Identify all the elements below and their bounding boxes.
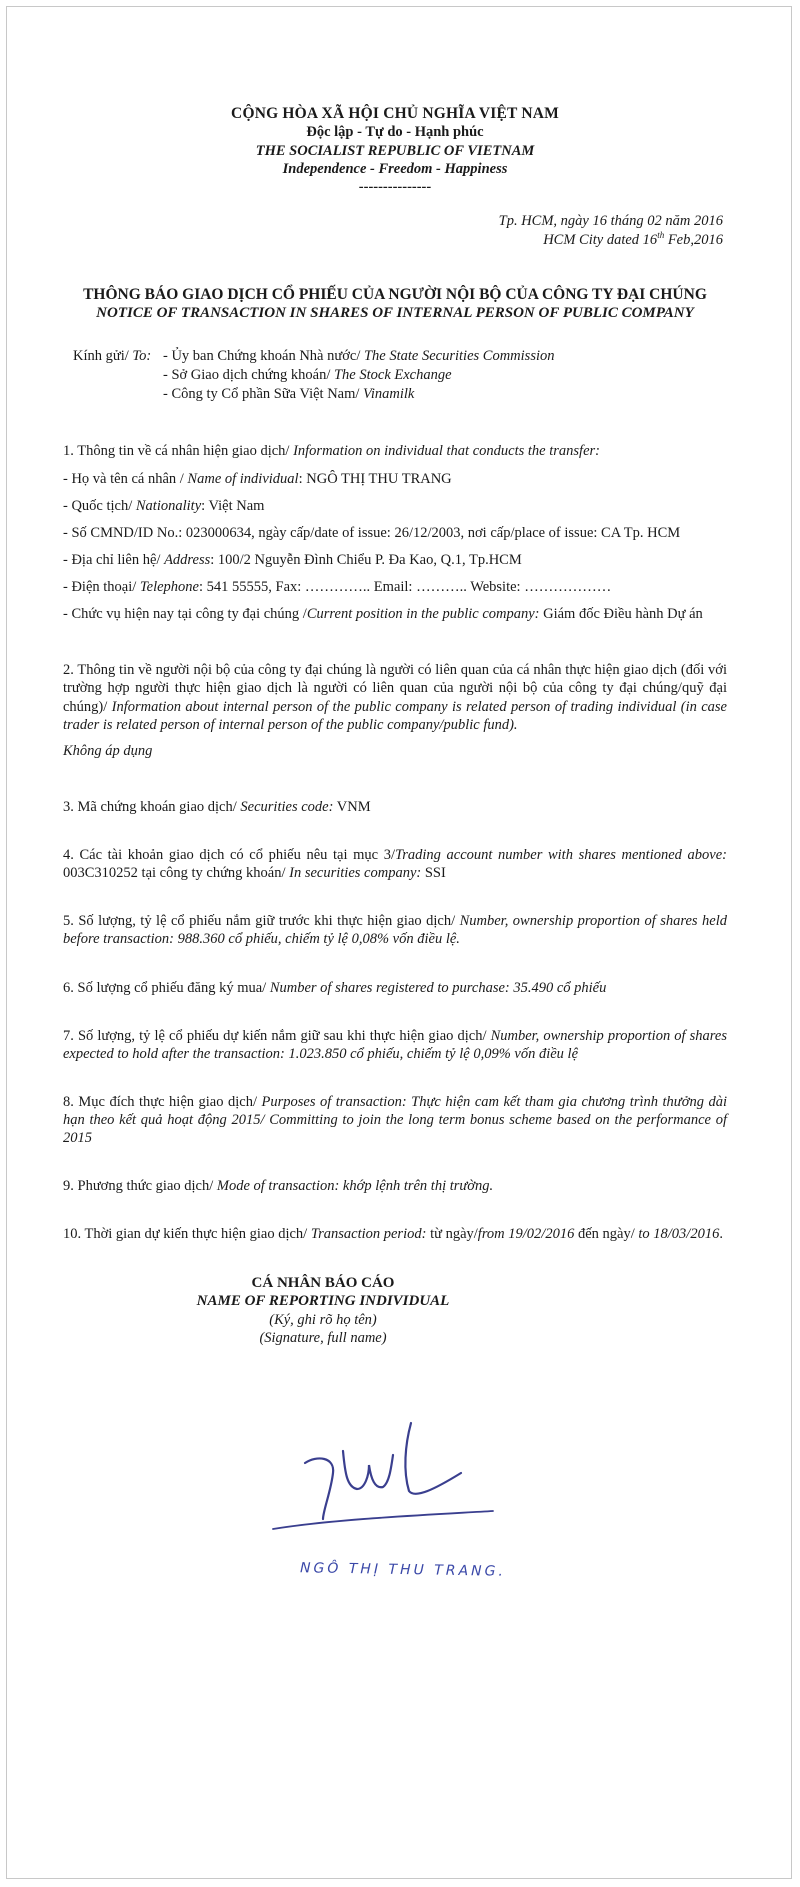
signature-block: [63, 1274, 583, 1348]
recipients: [63, 347, 727, 404]
signature-note-en: (Signature, full name): [259, 1330, 387, 1347]
date-block: [63, 212, 727, 249]
section-1-title: 1. Thông tin về cá nhân hiện giao dịch/ Information on individual that conducts the transfer:: [63, 443, 600, 460]
notice-title-en: NOTICE OF TRANSACTION IN SHARES OF INTERNAL PERSON OF PUBLIC COMPANY: [96, 305, 694, 322]
section-6: 6. Số lượng cổ phiếu đăng ký mua/ Number of shares registered to purchase: 35.490 cổ phiếu: [63, 979, 607, 996]
country-name-en: THE SOCIALIST REPUBLIC OF VIETNAM: [255, 142, 535, 159]
recipients-list: [163, 347, 555, 404]
section-5: 5. Số lượng, tỷ lệ cổ phiếu nắm giữ trước khi thực hiện giao dịch/ Number, ownership proportion of shares held before transaction: 988.360 cổ phiếu, chiếm tỷ lệ 0,08% vốn điều lệ.: [63, 913, 727, 948]
national-header: [63, 104, 727, 196]
id-number: - Số CMND/ID No.: 023000634, ngày cấp/date of issue: 26/12/2003, nơi cấp/place of issue: CA Tp. HCM: [63, 524, 681, 541]
notice-title-vi: THÔNG BÁO GIAO DỊCH CỔ PHIẾU CỦA NGƯỜI NỘI BỘ CỦA CÔNG TY ĐẠI CHÚNG: [83, 285, 707, 303]
motto-vi: Độc lập - Tự do - Hạnh phúc: [306, 124, 484, 141]
recipients-label: Kính gửi/ To:: [73, 348, 152, 365]
section-7: 7. Số lượng, tỷ lệ cổ phiếu dự kiến nắm giữ sau khi thực hiện giao dịch/ Number, ownership proportion of shares expected to hold after the transaction: 1.023.850 cổ phiếu, chiếm tỷ lệ 0,09% vốn điều lệ: [63, 1027, 727, 1062]
section-2: [63, 661, 727, 760]
section-4: 4. Các tài khoản giao dịch có cổ phiếu nêu tại mục 3/Trading account number with shares mentioned above: 003C310252 tại công ty chứng khoán/ In securities company: SSI: [63, 847, 727, 882]
recipient-item: - Sở Giao dịch chứng khoán/ The Stock Exchange: [163, 367, 452, 384]
current-position: - Chức vụ hiện nay tại công ty đại chúng /Current position in the public company: Giám đốc Điều hành Dự án: [63, 606, 703, 623]
notice-title: [63, 285, 727, 323]
handwritten-name: NGÔ THỊ THU TRANG.: [299, 1560, 506, 1580]
signature-note-vi: (Ký, ghi rõ họ tên): [269, 1312, 377, 1329]
individual-name: - Họ và tên cá nhân / Name of individual: NGÔ THỊ THU TRANG: [63, 470, 452, 487]
country-name-vi: CỘNG HÒA XÃ HỘI CHỦ NGHĨA VIỆT NAM: [231, 105, 559, 122]
section-2-value: Không áp dụng: [63, 742, 153, 759]
motto-en: Independence - Freedom - Happiness: [282, 160, 508, 177]
section-9: 9. Phương thức giao dịch/ Mode of transaction: khớp lệnh trên thị trường.: [63, 1178, 494, 1195]
header-divider: ---------------: [358, 178, 432, 195]
signature-title: CÁ NHÂN BÁO CÁO: [251, 1274, 395, 1291]
signature-subtitle: NAME OF REPORTING INDIVIDUAL: [196, 1293, 450, 1310]
document-page: [63, 104, 727, 1347]
section-3: 3. Mã chứng khoán giao dịch/ Securities code: VNM: [63, 798, 371, 815]
date-en: HCM City dated 16th Feb,2016: [543, 230, 723, 248]
nationality: - Quốc tịch/ Nationality: Việt Nam: [63, 497, 265, 514]
telephone: - Điện thoại/ Telephone: 541 55555, Fax: ………….. Email: ……….. Website: ………………: [63, 579, 612, 596]
section-2-text: 2. Thông tin về người nội bộ của công ty đại chúng là người có liên quan của cá nhân thực hiện giao dịch (đối với trường hợp người thực hiện giao dịch là người có liên quan của người nội bộ của công ty đại chúng/quỹ đại chúng)/ Information about internal person of the public company is related person of trading individual (in case trader is related person of internal person of the public company/public fund).: [63, 662, 727, 733]
section-10: 10. Thời gian dự kiến thực hiện giao dịch/ Transaction period: từ ngày/from 19/02/2016 đến ngày/ to 18/03/2016.: [63, 1226, 723, 1243]
date-vi: Tp. HCM, ngày 16 tháng 02 năm 2016: [498, 212, 723, 229]
recipient-item: - Công ty Cổ phần Sữa Việt Nam/ Vinamilk: [163, 386, 415, 403]
recipient-item: - Ủy ban Chứng khoán Nhà nước/ The State Securities Commission: [163, 348, 555, 365]
address: - Địa chỉ liên hệ/ Address: 100/2 Nguyễn Đình Chiểu P. Đa Kao, Q.1, Tp.HCM: [63, 551, 522, 568]
section-8: 8. Mục đích thực hiện giao dịch/ Purposes of transaction: Thực hiện cam kết tham gia chương trình thưởng dài hạn theo kết quả hoạt động 2015/ Committing to join the long term bonus scheme based on the performance of 2015: [63, 1093, 727, 1147]
handwritten-signature: [265, 1415, 495, 1535]
section-1: [63, 442, 727, 623]
